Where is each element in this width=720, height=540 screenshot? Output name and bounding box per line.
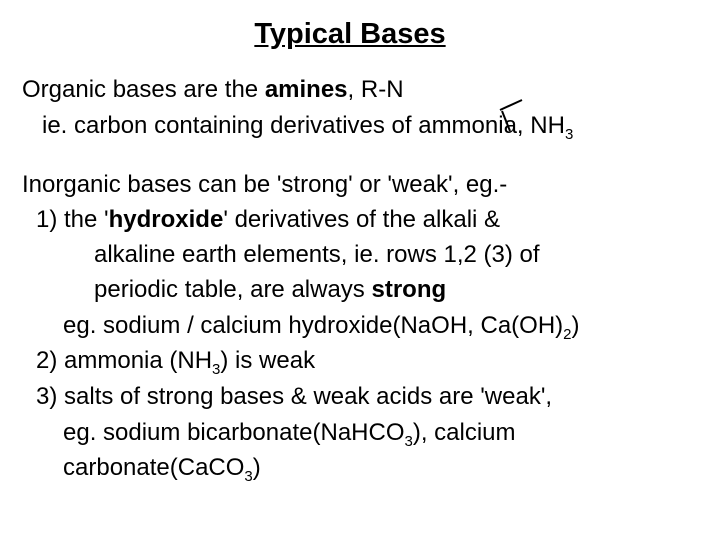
item-1-line-2: alkaline earth elements, ie. rows 1,2 (3) of [94,241,540,268]
subscript: 3 [404,433,413,450]
item-2-text-end: ) is weak [220,347,316,374]
item-3-line-2-end: ), calcium [412,419,516,446]
subscript: 3 [212,361,221,378]
item-1-text: 1) the ' [36,206,109,233]
item-1-line-1 [36,208,500,232]
item-2-text: 2) ammonia (NH [36,347,213,374]
item-2 [36,347,316,378]
organic-line-2 [42,112,574,143]
item-1-line-3-text: periodic table, are always [94,276,372,303]
subscript: 3 [564,126,574,143]
item-1-example [63,312,580,343]
organic-text: Organic bases are the [22,76,265,103]
item-1-example-close: ) [571,312,580,339]
amines-term: amines [264,76,348,103]
item-3-line-3-end: ) [252,454,261,481]
item-1-example-text: eg. sodium / calcium hydroxide(NaOH, Ca(OH) [63,312,564,339]
page-title: Typical Bases [254,18,446,50]
item-3-line-3 [63,454,261,485]
item-1-text-end: ' derivatives of the alkali & [223,206,501,233]
strong-term: strong [371,276,447,303]
item-3-line-1: 3) salts of strong bases & weak acids are 'weak', [36,383,553,410]
amine-formula: , R-N [347,76,404,103]
item-3-line-2 [63,419,516,450]
organic-derivatives-text: ie. carbon containing derivatives of ammonia, NH [42,112,565,139]
subscript: 2 [563,326,572,343]
organic-line-1 [22,78,404,102]
subscript: 3 [244,468,253,485]
item-3-line-3-text: carbonate(CaCO [63,454,245,481]
hydroxide-term: hydroxide [108,206,224,233]
item-3-line-2-text: eg. sodium bicarbonate(NaHCO [63,419,405,446]
item-1-line-3 [94,278,446,302]
inorganic-intro: Inorganic bases can be 'strong' or 'weak', eg.- [22,171,508,198]
